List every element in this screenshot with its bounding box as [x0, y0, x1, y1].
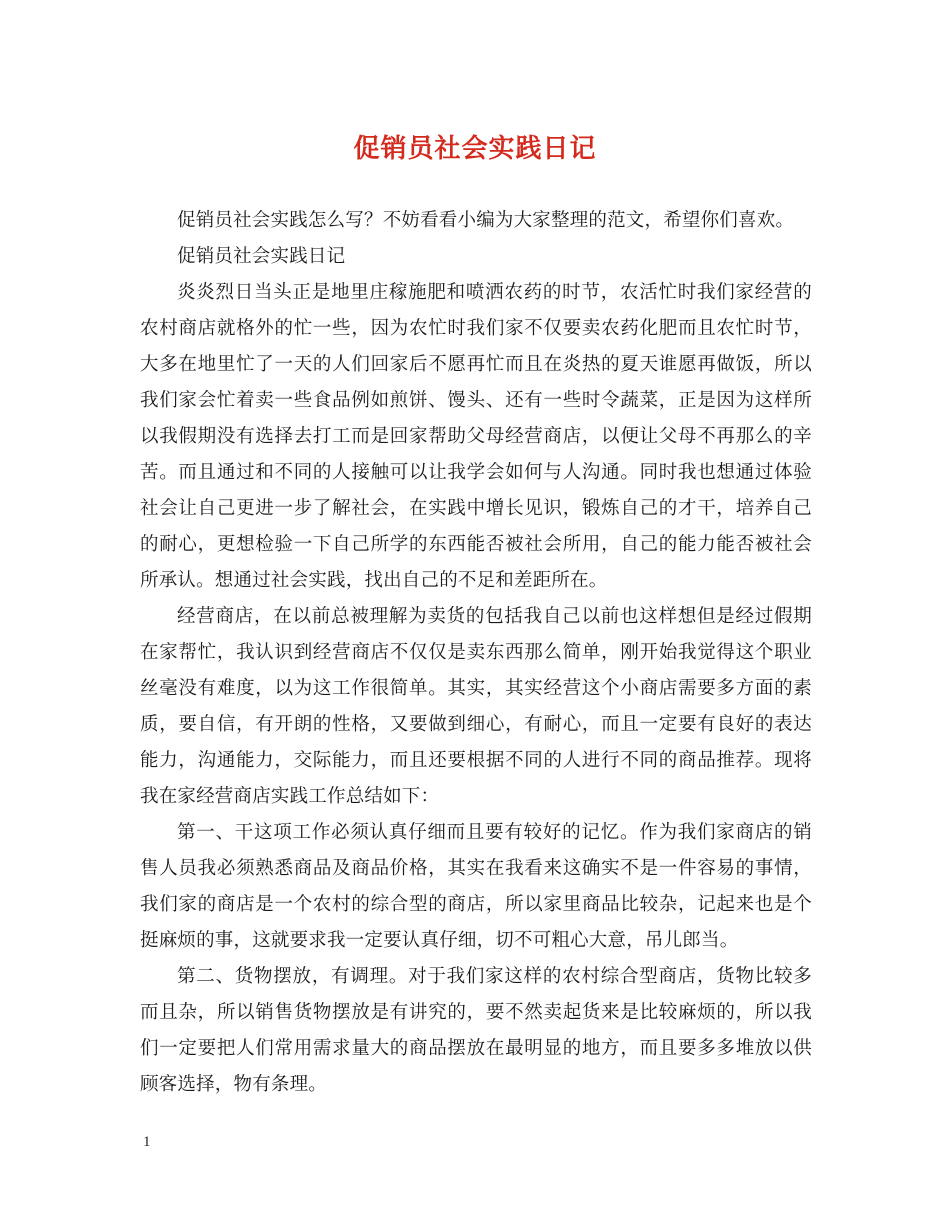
body-paragraph: 炎炎烈日当头正是地里庄稼施肥和喷洒农药的时节，农活忙时我们家经营的农村商店就格外的忙一些，因为农忙时我们家不仅要卖农药化肥而且农忙时节，大多在地里忙了一天的人们回家后不愿再忙而且在炎热的夏天谁愿再做饭，所以我们家会忙着卖一些食品例如煎饼、馒头、还有一些时令蔬菜，正是因为这样所以我假期没有选择去打工而是回家帮助父母经营商店，以便让父母不再那么的辛苦。而且通过和不同的人接触可以让我学会如何与人沟通。同时我也想通过体验社会让自己更进一步了解社会，在实践中增长见识，锻炼自己的才干，培养自己的耐心，更想检验一下自己所学的东西能否被社会所用，自己的能力能否被社会所承认。想通过社会实践，找出自己的不足和差距所在。 — [140, 282, 812, 591]
document-title: 促销员社会实践日记 — [353, 134, 597, 164]
body-paragraph: 第二、货物摆放，有调理。对于我们家这样的农村综合型商店，货物比较多而且杂，所以销售货物摆放是有讲究的，要不然卖起货来是比较麻烦的，所以我们一定要把人们常用需求量大的商品摆放在最明显的地方，而且要多多堆放以供顾客选择，物有条理。 — [140, 966, 812, 1095]
body-paragraph: 经营商店，在以前总被理解为卖货的包括我自己以前也这样想但是经过假期在家帮忙，我认识到经营商店不仅仅是卖东西那么简单，刚开始我觉得这个职业丝毫没有难度，以为这工作很简单。其实，其实经营这个小商店需要多方面的素质，要自信，有开朗的性格，又要做到细心，有耐心，而且一定要有良好的表达能力，沟通能力，交际能力，而且还要根据不同的人进行不同的商品推荐。现将我在家经营商店实践工作总结如下： — [140, 606, 812, 807]
page-number: 1 — [143, 1134, 151, 1150]
document-body — [140, 203, 812, 1103]
intro-paragraph: 促销员社会实践怎么写？不妨看看小编为大家整理的范文，希望你们喜欢。 — [177, 210, 795, 231]
subtitle-paragraph: 促销员社会实践日记 — [177, 246, 346, 267]
body-paragraph: 第一、干这项工作必须认真仔细而且要有较好的记忆。作为我们家商店的销售人员我必须熟悉商品及商品价格，其实在我看来这确实不是一件容易的事情，我们家的商店是一个农村的综合型的商店，所以家里商品比较杂，记起来也是个挺麻烦的事，这就要求我一定要认真仔细，切不可粗心大意，吊儿郎当。 — [140, 822, 812, 951]
